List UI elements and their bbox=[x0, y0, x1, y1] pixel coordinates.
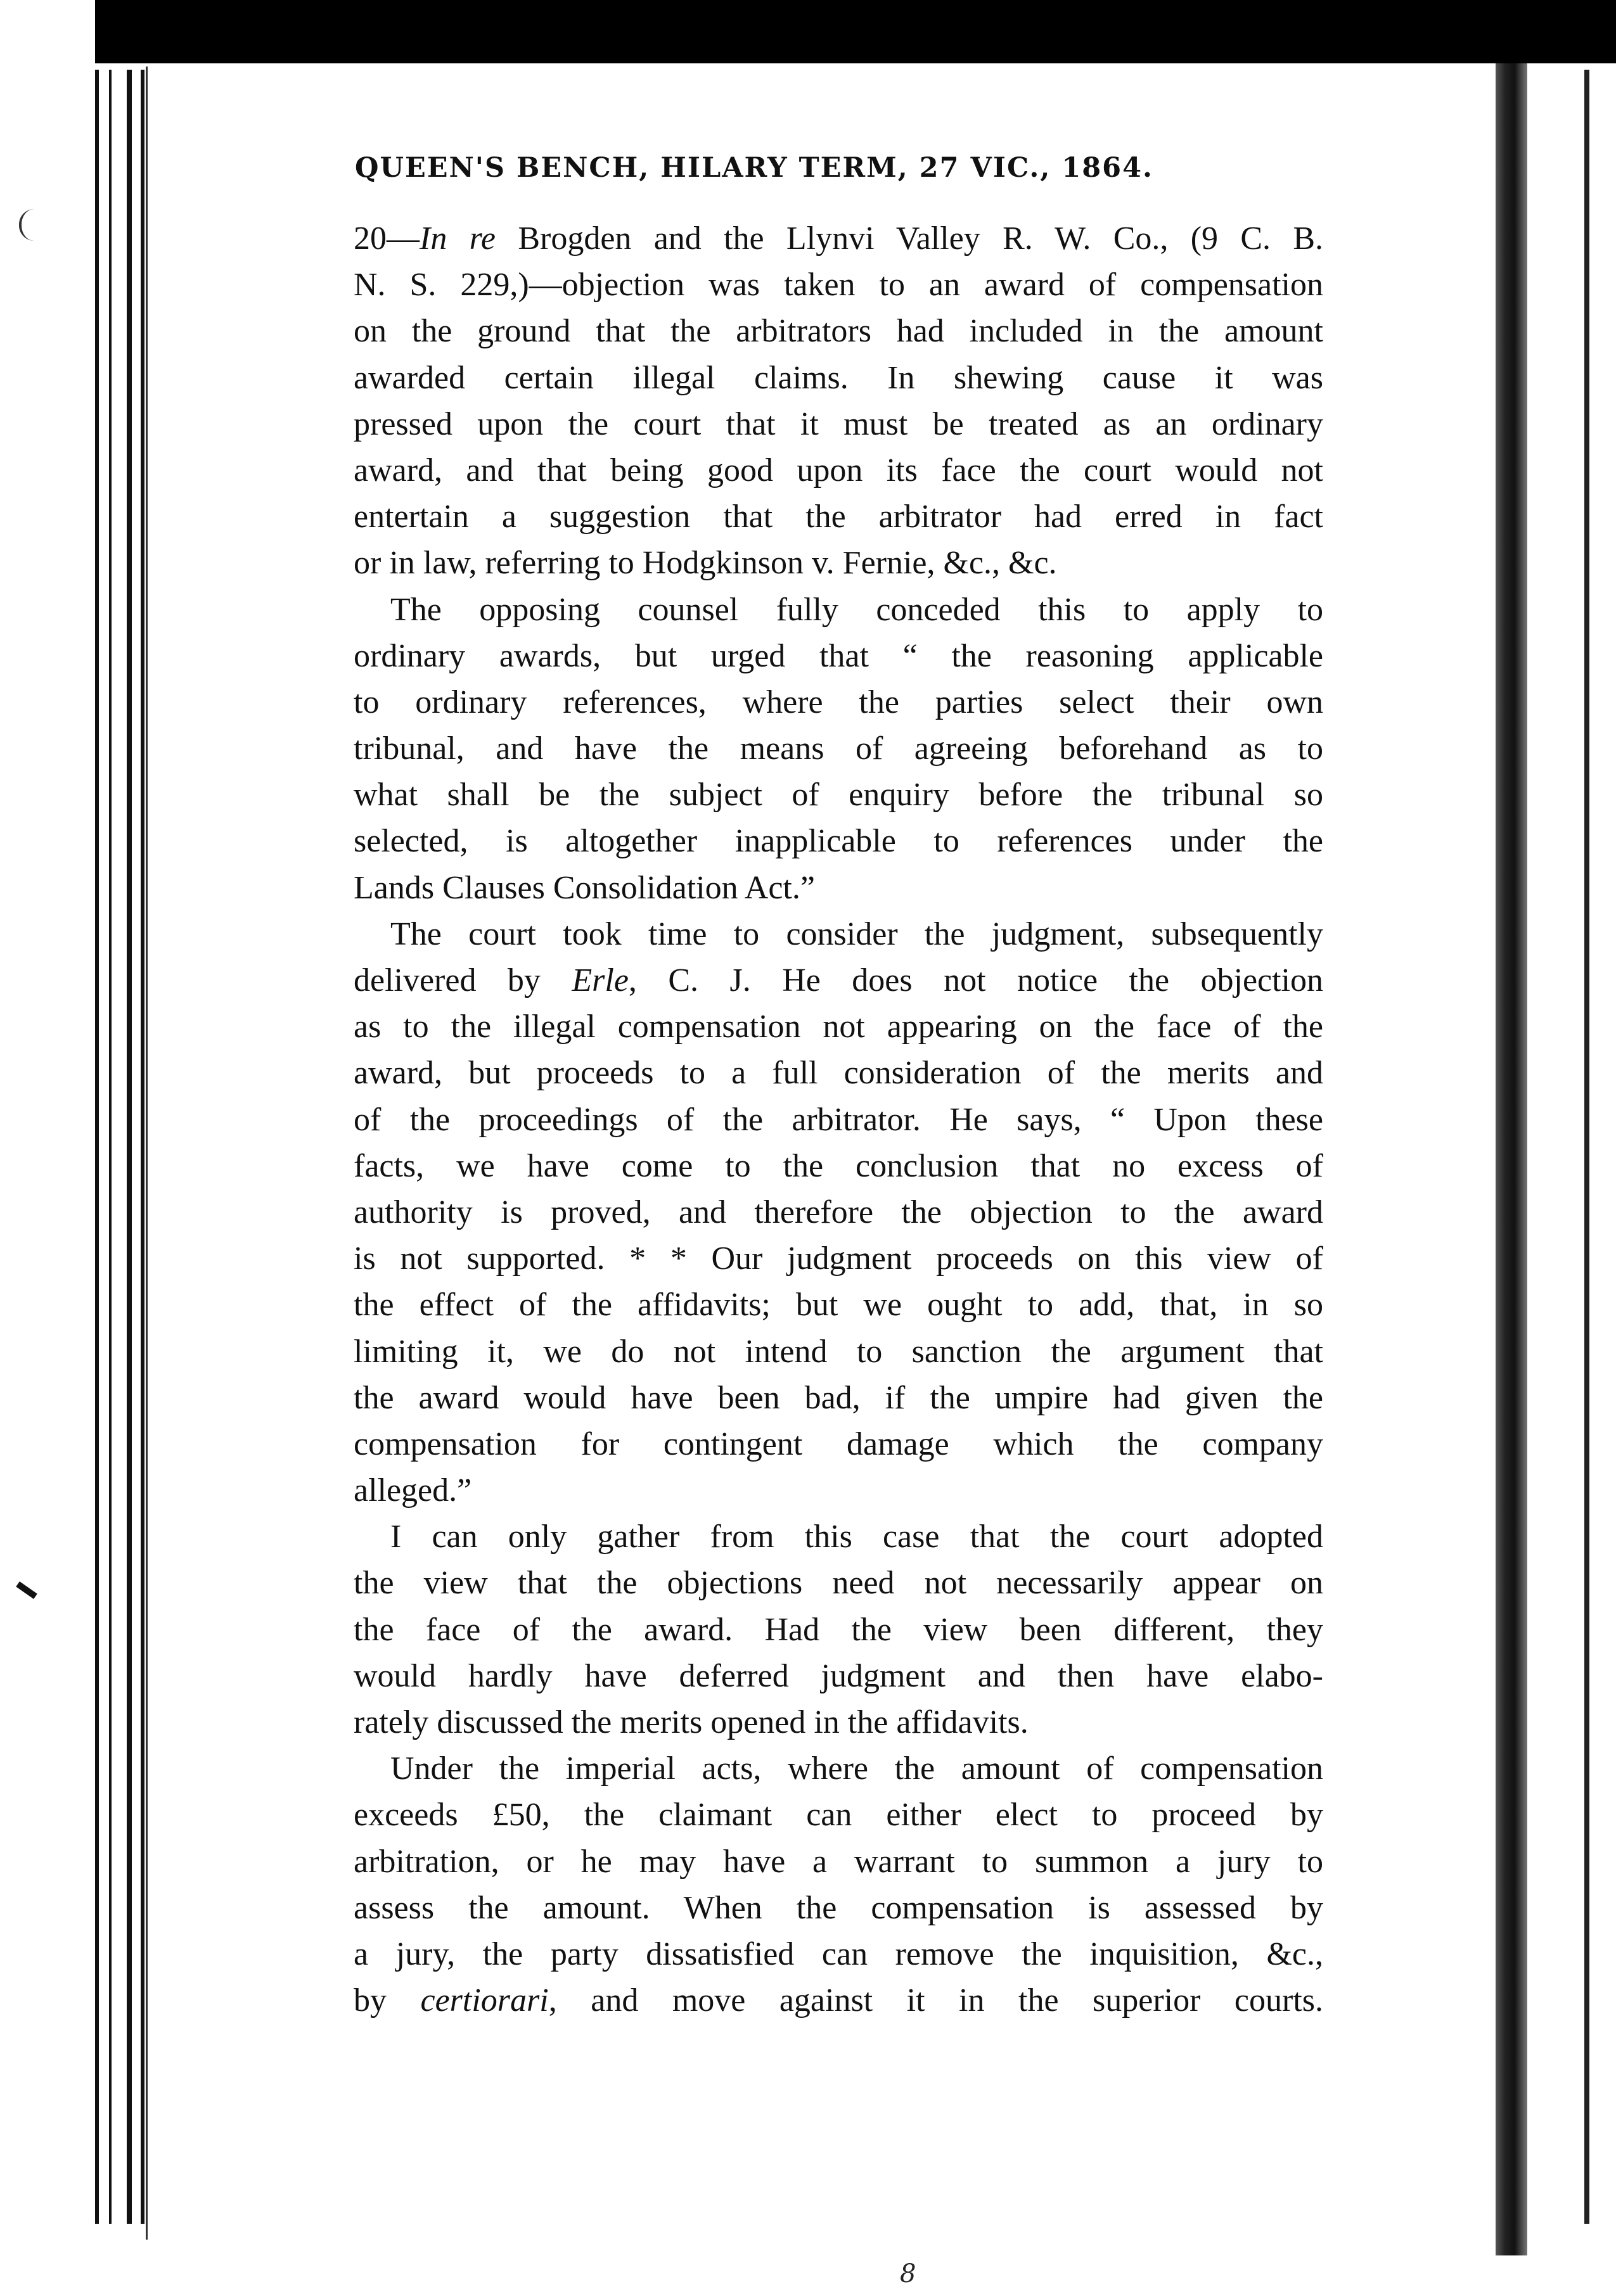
text-line: on the ground that the arbitrators had included in the amount bbox=[354, 313, 1323, 350]
text-line: delivered by Erle, C. J. He does not notice the objection bbox=[354, 962, 1323, 998]
text-line: what shall be the subject of enquiry before the tribunal so bbox=[354, 777, 1323, 813]
next-page-edge bbox=[1584, 70, 1589, 2224]
paragraph bbox=[354, 1514, 1323, 1745]
text-line: is not supported. * * Our judgment proceeds on this view of bbox=[354, 1240, 1323, 1277]
paragraph bbox=[354, 1745, 1323, 2024]
text-line: authority is proved, and therefore the objection to the award bbox=[354, 1194, 1323, 1230]
text-line: or in law, referring to Hodgkinson v. Fernie, &c., &c. bbox=[354, 545, 1057, 582]
text-line: The opposing counsel fully conceded this to apply to bbox=[390, 591, 1323, 628]
spine-line bbox=[141, 70, 144, 2224]
text-line: Lands Clauses Consolidation Act.” bbox=[354, 869, 815, 906]
text-line: would hardly have deferred judgment and then have elabo- bbox=[354, 1657, 1323, 1694]
text-line: The court took time to consider the judgment, subsequently bbox=[390, 915, 1323, 952]
binding-shadow bbox=[1496, 63, 1527, 2255]
left-margin bbox=[0, 0, 95, 2296]
text-line: award, and that being good upon its face the court would not bbox=[354, 452, 1323, 488]
text-line: the view that the objections need not necessarily appear on bbox=[354, 1565, 1323, 1602]
body-text bbox=[354, 215, 1323, 2024]
spine-line bbox=[127, 70, 132, 2224]
text-line: 20—In re Brogden and the Llynvi Valley R. W. Co., (9 C. B. bbox=[354, 220, 1324, 257]
text-line: of the proceedings of the arbitrator. He says, “ Upon these bbox=[354, 1101, 1323, 1138]
text-line: rately discussed the merits opened in the affidavits. bbox=[354, 1704, 1029, 1740]
scan-top-border bbox=[0, 0, 1616, 63]
text-line: N. S. 229,)—objection was taken to an award of compensation bbox=[354, 267, 1323, 303]
text-line: award, but proceeds to a full consideration of the merits and bbox=[354, 1055, 1323, 1092]
paragraph bbox=[354, 911, 1323, 1514]
text-line: the award would have been bad, if the umpire had given the bbox=[354, 1379, 1323, 1416]
text-line: assess the amount. When the compensation is assessed by bbox=[354, 1889, 1323, 1926]
text-line: arbitration, or he may have a warrant to summon a jury to bbox=[354, 1843, 1323, 1880]
spine-line bbox=[95, 70, 99, 2224]
text-line: the effect of the affidavits; but we ought to add, that, in so bbox=[354, 1287, 1323, 1323]
text-line: entertain a suggestion that the arbitrator had erred in fact bbox=[354, 499, 1323, 535]
text-line: facts, we have come to the conclusion that no excess of bbox=[354, 1147, 1323, 1184]
text-line: Under the imperial acts, where the amount of compensation bbox=[390, 1751, 1323, 1787]
text-line: ordinary awards, but urged that “ the reasoning applicable bbox=[354, 637, 1323, 674]
text-line: pressed upon the court that it must be treated as an ordinary bbox=[354, 405, 1323, 442]
text-line: alleged.” bbox=[354, 1472, 472, 1509]
text-line: by certiorari, and move against it in the superior courts. bbox=[354, 1982, 1324, 2019]
text-line: compensation for contingent damage which the company bbox=[354, 1425, 1323, 1462]
signature-mark: 8 bbox=[900, 2259, 916, 2288]
text-line: to ordinary references, where the parties select their own bbox=[354, 684, 1323, 720]
text-line: limiting it, we do not intend to sanction the argument that bbox=[354, 1333, 1323, 1370]
running-head: QUEEN'S BENCH, HILARY TERM, 27 VIC., 1864. bbox=[355, 152, 1153, 184]
paragraph bbox=[354, 587, 1323, 911]
text-line: as to the illegal compensation not appearing on the face of the bbox=[354, 1009, 1323, 1045]
text-line: exceeds £50, the claimant can either elect to proceed by bbox=[354, 1797, 1323, 1834]
text-line: tribunal, and have the means of agreeing beforehand as to bbox=[354, 730, 1323, 767]
text-line: awarded certain illegal claims. In shewing cause it was bbox=[354, 359, 1323, 396]
text-line: I can only gather from this case that the court adopted bbox=[390, 1519, 1323, 1555]
right-margin bbox=[1527, 63, 1616, 2296]
paragraph bbox=[354, 215, 1323, 587]
text-line: selected, is altogether inapplicable to references under the bbox=[354, 823, 1323, 860]
text-line: a jury, the party dissatisfied can remove the inquisition, &c., bbox=[354, 1936, 1323, 1972]
spine-line bbox=[109, 70, 112, 2224]
text-line: the face of the award. Had the view been different, they bbox=[354, 1611, 1323, 1648]
